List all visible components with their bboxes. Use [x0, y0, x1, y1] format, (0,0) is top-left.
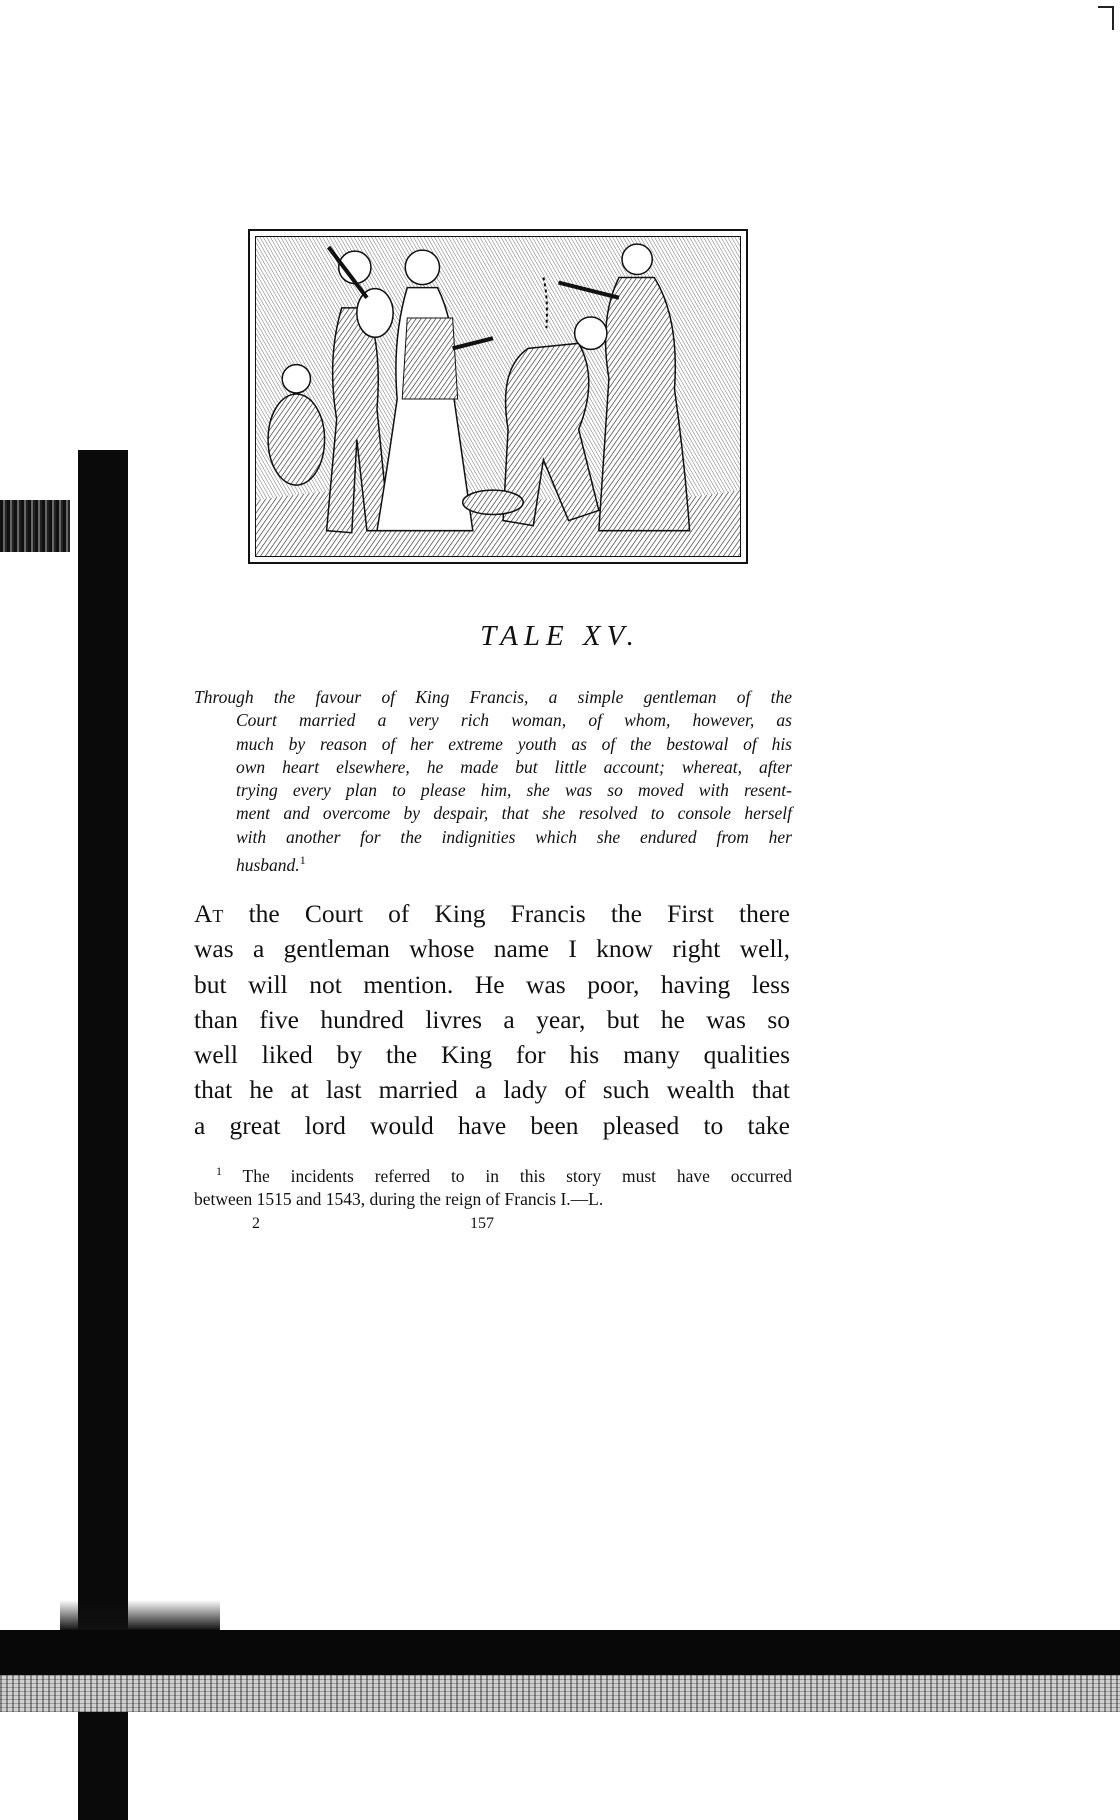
argument-line: much by reason of her extreme youth as of the bestowal of his: [236, 733, 792, 754]
body-line: that he at last married a lady of such wealth that: [194, 1075, 790, 1105]
body-line: well liked by the King for his many qualities: [194, 1040, 790, 1070]
body-line: than five hundred livres a year, but he was so: [194, 1004, 790, 1034]
body-line: was a gentleman whose name I know right well,: [194, 934, 790, 964]
scan-corner-mark: [1098, 6, 1114, 30]
footnote-reference: 1: [299, 853, 306, 868]
body-line-text: the Court of King Francis the First there: [223, 899, 790, 928]
body-line: [194, 896, 790, 931]
argument-line: Through the favour of King Francis, a simple gentleman of the: [194, 687, 792, 707]
scan-bottom-band: [0, 1630, 1120, 1675]
argument-line: ment and overcome by despair, that she resolved to console herself: [236, 803, 792, 824]
argument-line: trying every plan to please him, she was so moved with resent-: [236, 780, 792, 801]
footnote: [194, 1160, 792, 1211]
argument-line: husband.: [236, 854, 300, 875]
footnote-line: between 1515 and 1543, during the reign of Francis I.—L.: [194, 1188, 604, 1209]
footnote-marker: 1: [216, 1164, 222, 1178]
argument-line: with another for the indignities which she endured from her: [236, 826, 792, 847]
page-number: 157: [470, 1215, 494, 1232]
scan-bottom-noise: [0, 1675, 1120, 1712]
printer-signature: 2: [252, 1215, 260, 1232]
engraving-drawing: [256, 237, 740, 556]
body-line: but will not mention. He was poor, having less: [194, 969, 790, 999]
tale-title: TALE XV.: [480, 620, 640, 652]
engraving-illustration-icon: [248, 229, 748, 564]
body-text: [194, 896, 790, 1143]
argument-line: Court married a very rich woman, of whom, however, as: [236, 710, 792, 731]
argument-line: own heart elsewhere, he made but little account; whereat, after: [236, 756, 792, 777]
argument-summary: [194, 686, 792, 877]
footnote-line: [194, 1160, 792, 1188]
scan-artifact: [60, 1600, 220, 1630]
scan-artifact: [0, 500, 70, 552]
body-line: a great lord would have been pleased to take: [194, 1110, 790, 1140]
argument-line-last: [194, 849, 792, 877]
footnote-text: The incidents referred to in this story must have occurred: [222, 1165, 792, 1186]
opening-word: At: [194, 899, 224, 928]
